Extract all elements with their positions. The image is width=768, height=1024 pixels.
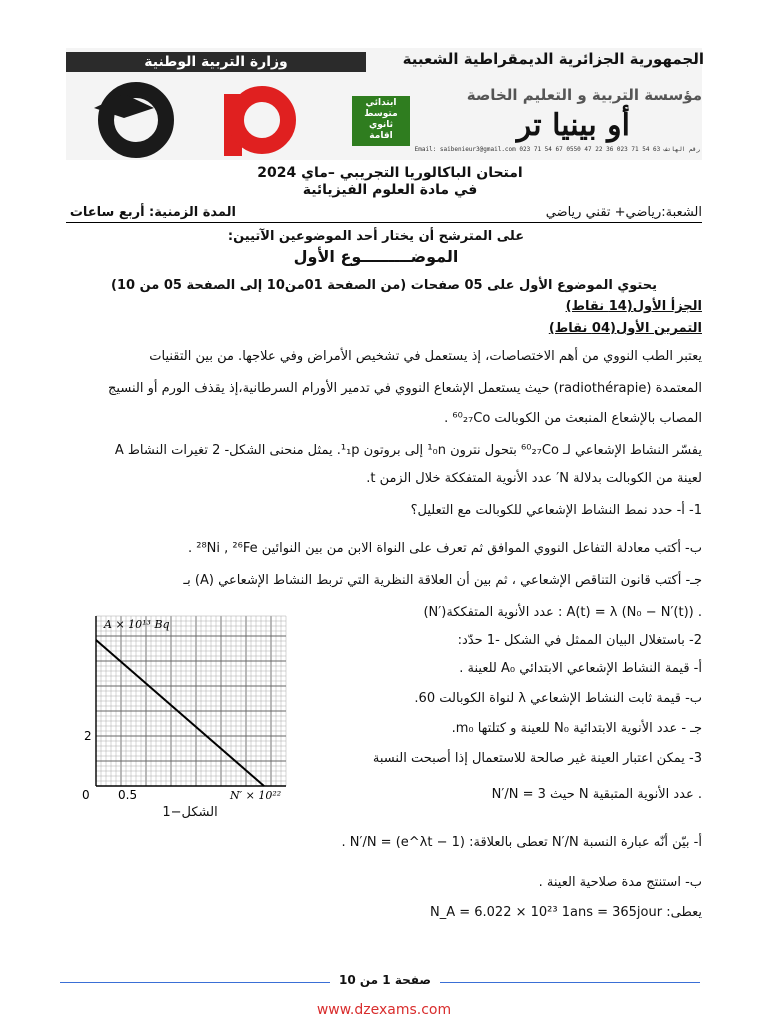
y-tick-label: 2 xyxy=(84,729,92,743)
x-tick-label-05: 0.5 xyxy=(118,788,138,802)
question-1a: 1- أ- حدد نمط النشاط الإشعاعي للكوبالت مع التعليل؟ xyxy=(410,503,702,518)
brand-name: أو بينيا تر xyxy=(516,108,630,143)
exam-stream: الشعبة:رياضي+ تقني رياضي xyxy=(545,205,702,220)
exam-duration: المدة الزمنية: أربع ساعات xyxy=(69,205,236,220)
x-tick-label-0: 0 xyxy=(82,788,90,802)
x-axis-label: N′ × 10²² xyxy=(230,789,282,802)
question-3b: ب- استنتج مدة صلاحية العينة . xyxy=(538,875,702,890)
given-constants: يعطى: N_A = 6.022 × 10²³ 1ans = 365jour xyxy=(429,905,702,920)
y-axis-label: A × 10¹³ Bq xyxy=(104,618,170,631)
logo-icon xyxy=(84,80,324,160)
republic-label: الجمهورية الجزائرية الديمقراطية الشعبية xyxy=(402,50,704,68)
question-1c-relation: (N′)عدد الأنوية المتفككة : A(t) = λ (N₀ − N′(t)) . xyxy=(423,605,702,620)
question-3a: أ- بيّن أنّه عبارة النسبة N′/N تعطى بالعلاقة: N′/N = (e^λt − 1) . xyxy=(341,835,702,850)
question-2b: ب- قيمة ثابت النشاط الإشعاعي λ لنواة الكوبالت 60. xyxy=(414,691,702,706)
paragraph-1: يعتبر الطب النووي من أهم الاختصاصات، إذ يستعمل في تشخيص الأمراض وفي علاجها. من بين التقنيات xyxy=(149,349,702,364)
question-2a: أ- قيمة النشاط الإشعاعي الابتدائي A₀ للعينة . xyxy=(459,661,702,676)
levels-badge xyxy=(352,96,410,146)
level-secondary: ثانوي xyxy=(368,120,394,130)
exam-subject: في مادة العلوم الفيزيائية xyxy=(302,182,478,198)
paragraph-5: لعينة من الكوبالت بدلالة N′ عدد الأنوية المتفككة خلال الزمن t. xyxy=(366,471,702,486)
question-2c: جـ - عدد الأنوية الابتدائية N₀ للعينة و كتلتها m₀. xyxy=(451,721,702,736)
question-1b: ب- أكتب معادلة التفاعل النووي الموافق ثم تعرف على النواة الابن من بين النوائين ²⁸Ni , ²⁶Fe . xyxy=(187,541,702,556)
institute-label: مؤسسة التربية و التعليم الخاصة xyxy=(466,86,702,104)
level-primary: ابتدائي xyxy=(365,98,397,108)
question-3: 3- يمكن اعتبار العينة غير صالحة للاستعمال إذا أصبحت النسبة xyxy=(372,751,702,766)
contact-info: Email: saibenieur3@gmail.com 023 71 54 67 0550 47 22 36 023 71 54 63 رقم الهاتف xyxy=(414,146,700,153)
question-3-condition: N′/N = 3 حيث N عدد الأنوية المتبقية . xyxy=(491,787,702,802)
part-title: الجزأ الأول(14 نقاط) xyxy=(565,299,702,314)
paragraph-4: يفسّر النشاط الإشعاعي لـ ⁶⁰₂₇Co بتحول نترون ¹₀n إلى بروتون ¹₁p. يمثل منحنى الشكل- 2 تغيرات النشاط A xyxy=(114,443,702,458)
site-link[interactable]: www.dzexams.com xyxy=(316,1002,452,1018)
chart-caption: الشكل−1 xyxy=(162,805,218,820)
header-divider xyxy=(66,222,702,223)
level-residence: اقامة xyxy=(369,131,393,141)
question-2: 2- باستغلال البيان الممثل في الشكل -1 حدّد: xyxy=(457,633,702,648)
level-middle: متوسط xyxy=(364,109,398,119)
chart-svg xyxy=(72,606,296,802)
paragraph-2: المعتمدة (radiothérapie) حيث يستعمل الإشعاع النووي في تدمير الأورام السرطانية،إذ يقذف الورم أو النسيج xyxy=(108,381,702,396)
topic-contents: يحتوي الموضوع الأول على 05 صفحات (من الصفحة 01من10 إلى الصفحة 05 من 10) xyxy=(111,278,657,293)
exercise-title: التمرين الأول(04 نقاط) xyxy=(548,321,702,336)
exam-title: امتحان الباكالوريا التجريبي –ماي 2024 xyxy=(257,165,523,181)
instruction: على المترشح أن يختار أحد الموضوعين الآتيين: xyxy=(227,229,525,244)
activity-chart xyxy=(72,606,296,802)
ministry-label: وزارة التربية الوطنية xyxy=(66,52,366,72)
paragraph-3: المصاب بالإشعاع المنبعث من الكوبالت ⁶⁰₂₇Co . xyxy=(444,411,702,426)
question-1c: جـ- أكتب قانون التناقص الإشعاعي ، ثم بين أن العلاقة النظرية التي تربط النشاط الإشعاعي (A) بـ xyxy=(183,573,702,588)
topic-title: الموضـــــــــوع الأول xyxy=(293,247,459,266)
page-number: صفحة 1 من 10 xyxy=(330,973,440,987)
